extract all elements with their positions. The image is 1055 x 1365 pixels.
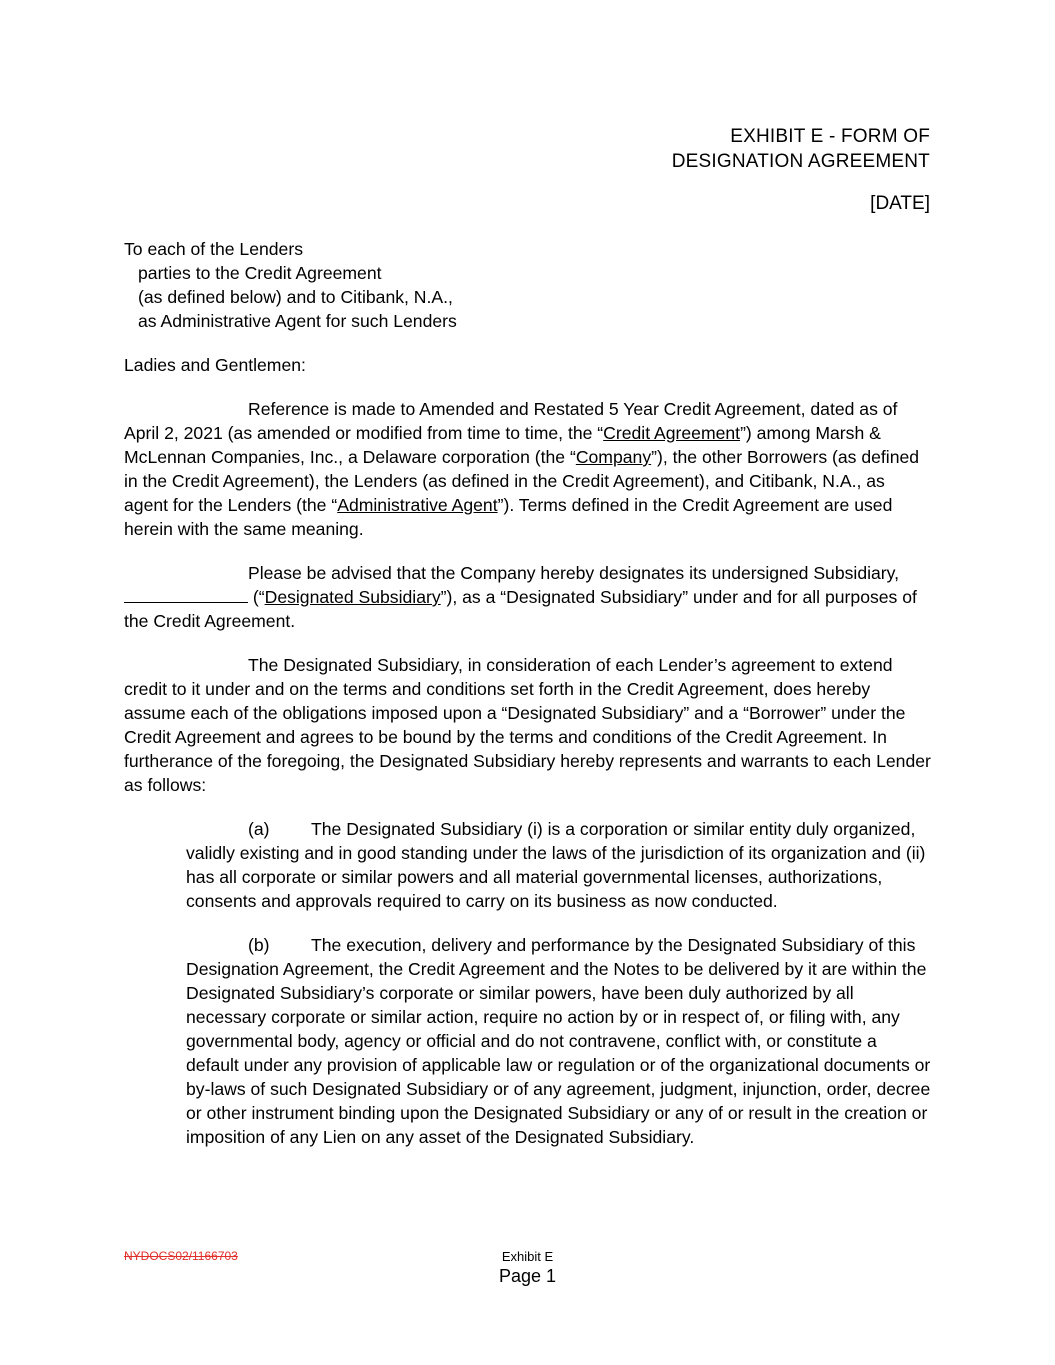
page-number: Page 1 xyxy=(498,1266,557,1286)
defined-term: Administrative Agent xyxy=(337,495,498,515)
text-run: Please be advised that the Company hereby designates its undersigned Subsidiary, xyxy=(248,563,900,583)
paragraph-assumption: The Designated Subsidiary, in consideration of each Lender’s agreement to extend credit to it under and on the terms and conditions set forth in the Credit Agreement, does hereby assume each of the obligations imposed upon a “Designated Subsidiary” and a “Borrower” under the Credit Agreement and agrees to be bound by the terms and conditions of the Credit Agreement. In furtherance of the foregoing, the Designated Subsidiary hereby represents and warrants to each Lender as follows: xyxy=(124,655,931,795)
list-item xyxy=(186,817,932,913)
item-text: The Designated Subsidiary (i) is a corporation or similar entity duly organized, validly existing and in good standing under the laws of the jurisdiction of its organization and (ii) has all corporate or similar powers and all material governmental licenses, authorizations, consents and approvals required to carry on its business as now conducted. xyxy=(186,819,926,911)
item-label: (b) xyxy=(248,935,270,955)
defined-term: Company xyxy=(575,447,652,467)
document-title xyxy=(672,124,930,174)
address-line: parties to the Credit Agreement xyxy=(138,263,382,283)
list-item xyxy=(186,933,932,1149)
paragraph-reference xyxy=(124,397,932,541)
date-placeholder: [DATE] xyxy=(870,193,930,214)
address-line: as Administrative Agent for such Lenders xyxy=(138,311,457,331)
text-run: ”) among Marsh & McLennan Companies, Inc., a Delaware corporation (the “ xyxy=(124,423,881,467)
document-id: NYDOCS02/1166703 xyxy=(124,1249,238,1263)
item-label: (a) xyxy=(248,819,270,839)
item-text: The execution, delivery and performance by the Designated Subsidiary of this Designation Agreement, the Credit Agreement and the Notes to be delivered by it are within the Designated Subsidiary’s corporate or similar powers, have been duly authorized by all necessary corporate or similar action, require no action by or in respect of, or filing with, any governmental body, agency or official and do not contravene, conflict with, or constitute a default under any provision of applicable law or regulation or of the organizational documents or by-laws of such Designated Subsidiary or of any agreement, judgment, injunction, order, decree or other instrument binding upon the Designated Subsidiary or any of or result in the creation or imposition of any Lien on any asset of the Designated Subsidiary. xyxy=(186,935,931,1147)
title-line-1: EXHIBIT E - FORM OF xyxy=(730,126,930,147)
defined-term: Designated Subsidiary xyxy=(264,587,441,607)
text-run: ”), the other Borrowers (as defined in the Credit Agreement), the Lenders (as defined in the Credit Agreement), and Citibank, N.A., as agent for the Lenders (the “ xyxy=(124,447,920,515)
letter-body xyxy=(124,237,932,1149)
paragraph-designation xyxy=(124,561,932,633)
text-run: ”), as a “Designated Subsidiary” under and for all purposes of the Credit Agreement. xyxy=(124,587,917,631)
addressee-block xyxy=(124,237,932,333)
defined-term: Credit Agreement xyxy=(603,423,741,443)
title-line-2: DESIGNATION AGREEMENT xyxy=(671,151,930,172)
blank-line xyxy=(124,586,248,603)
address-line: To each of the Lenders xyxy=(124,239,303,259)
text-run: ”). Terms defined in the Credit Agreement are used herein with the same meaning. xyxy=(124,495,893,539)
footer-exhibit: Exhibit E xyxy=(501,1249,554,1264)
text-run: (“ xyxy=(248,587,265,607)
salutation: Ladies and Gentlemen: xyxy=(124,355,306,375)
text-run: Reference is made to Amended and Restated 5 Year Credit Agreement, dated as of April 2, 2021 (as amended or modified from time to time, the “ xyxy=(124,399,898,443)
address-line: (as defined below) and to Citibank, N.A., xyxy=(138,287,453,307)
